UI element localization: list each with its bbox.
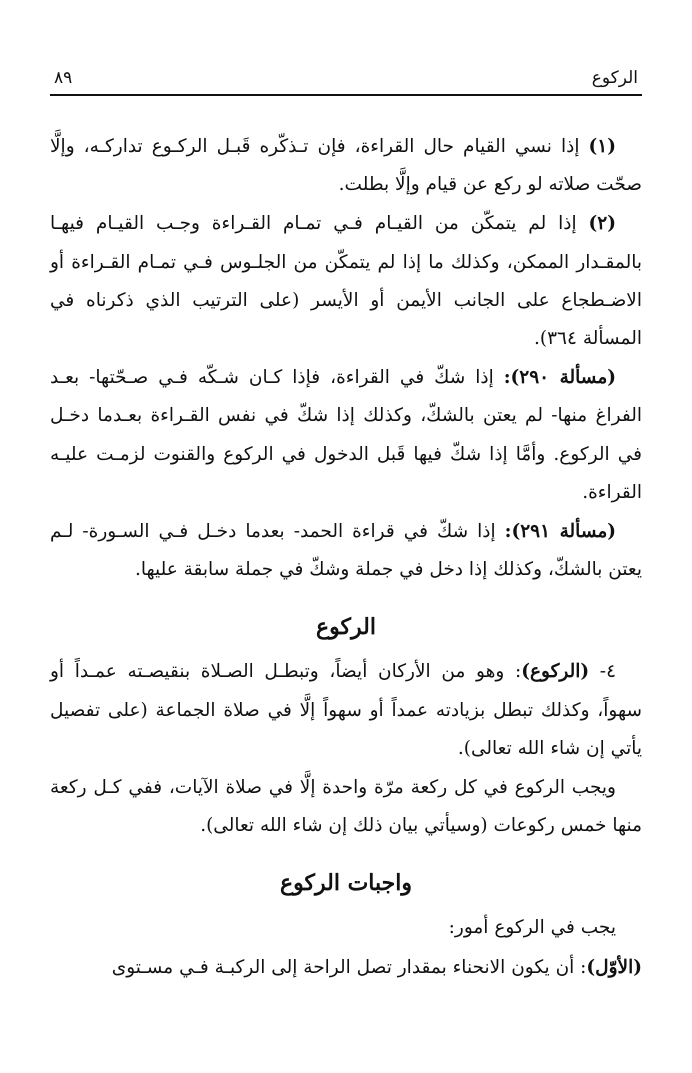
paragraph-obligations-intro bbox=[50, 909, 642, 947]
section-heading-ruku-obligations: واجبات الركوع bbox=[280, 870, 412, 897]
paragraph-first-lead: (الأوّل) bbox=[586, 956, 642, 978]
header-title: الركوع bbox=[591, 68, 638, 88]
paragraph-obligations-intro-text: يجب في الركوع أمور: bbox=[448, 917, 616, 939]
paragraph-2 bbox=[50, 205, 642, 358]
issue-290-text: إذا شكّ في القراءة، فإذا كـان شـكّه فـي صـحّتها- بعـد الفراغ منها- لم يعتن بالشكّ، وكذلك إذا شكّ في نفس القـراءة بعـدما دخـل في الركوع. وأمَّا إذا شكّ فيها قَبل الدخول في الركوع والقنوت لزمـت عليـه القراءة. bbox=[50, 367, 642, 503]
issue-290-lead: (مسألة ٢٩٠): bbox=[503, 367, 616, 389]
section-heading-ruku: الركوع bbox=[316, 614, 376, 641]
paragraph-1 bbox=[50, 128, 642, 204]
running-header bbox=[50, 66, 642, 96]
issue-291 bbox=[50, 513, 642, 589]
paragraph-ruku-text: : وهو من الأركان أيضاً، وتبطـل الصـلاة بنقيصـته عمـداً أو سهواً، وكذلك تبطل بزيادته عمداً أو سهواً إلَّا في صلاة الجماعة (على تفصيل يأتي إن شاء الله تعالى). bbox=[50, 661, 642, 759]
paragraph-ruku-lead: (الركوع) bbox=[521, 661, 590, 683]
paragraph-1-text: إذا نسي القيام حال القراءة، فإن تـذكّره قَبـل الركـوع تداركـه، وإلَّا صحّت صلاته لو ركع عن قيام وإلَّا بطلت. bbox=[50, 136, 642, 196]
paragraph-first-text: : أن يكون الانحناء بمقدار تصل الراحة إلى الركبـة فـي مسـتوى bbox=[111, 956, 587, 978]
paragraph-2-text: إذا لم يتمكّن من القيـام فـي تمـام القـراءة وجـب القيـام فيهـا بالمقـدار الممكن، وكذلك ما إذا لم يتمكّن من الجلـوس فـي تمـام القـراءة أو الاضـطجاع على الجانب الأيمن أو الأيسر (على الترتيب الذي ذكرناه في المسألة ٣٦٤). bbox=[50, 213, 642, 350]
paragraph-1-lead: (١) bbox=[588, 136, 616, 157]
paragraph-ruku-count bbox=[50, 769, 642, 845]
issue-290 bbox=[50, 359, 642, 512]
issue-291-text: إذا شكّ في قراءة الحمد- بعدما دخـل فـي السـورة- لـم يعتن بالشكّ، وكذلك إذا دخل في جملة وشكّ في جملة سابقة عليها. bbox=[50, 521, 642, 581]
paragraph-first bbox=[50, 949, 642, 987]
paragraph-ruku-def bbox=[50, 653, 642, 768]
paragraph-2-lead: (٢) bbox=[588, 213, 616, 235]
paragraph-ruku-num: ٤- bbox=[589, 661, 617, 683]
issue-291-lead: (مسألة ٢٩١): bbox=[504, 521, 616, 543]
page-body bbox=[50, 128, 642, 988]
paragraph-ruku-count-text: ويجب الركوع في كل ركعة مرّة واحدة إلَّا في صلاة الآيات، ففي كـل ركعة منها خمس ركوعات (وسيأتي بيان ذلك إن شاء الله تعالى). bbox=[50, 777, 642, 837]
page-number: ٨٩ bbox=[54, 68, 73, 88]
